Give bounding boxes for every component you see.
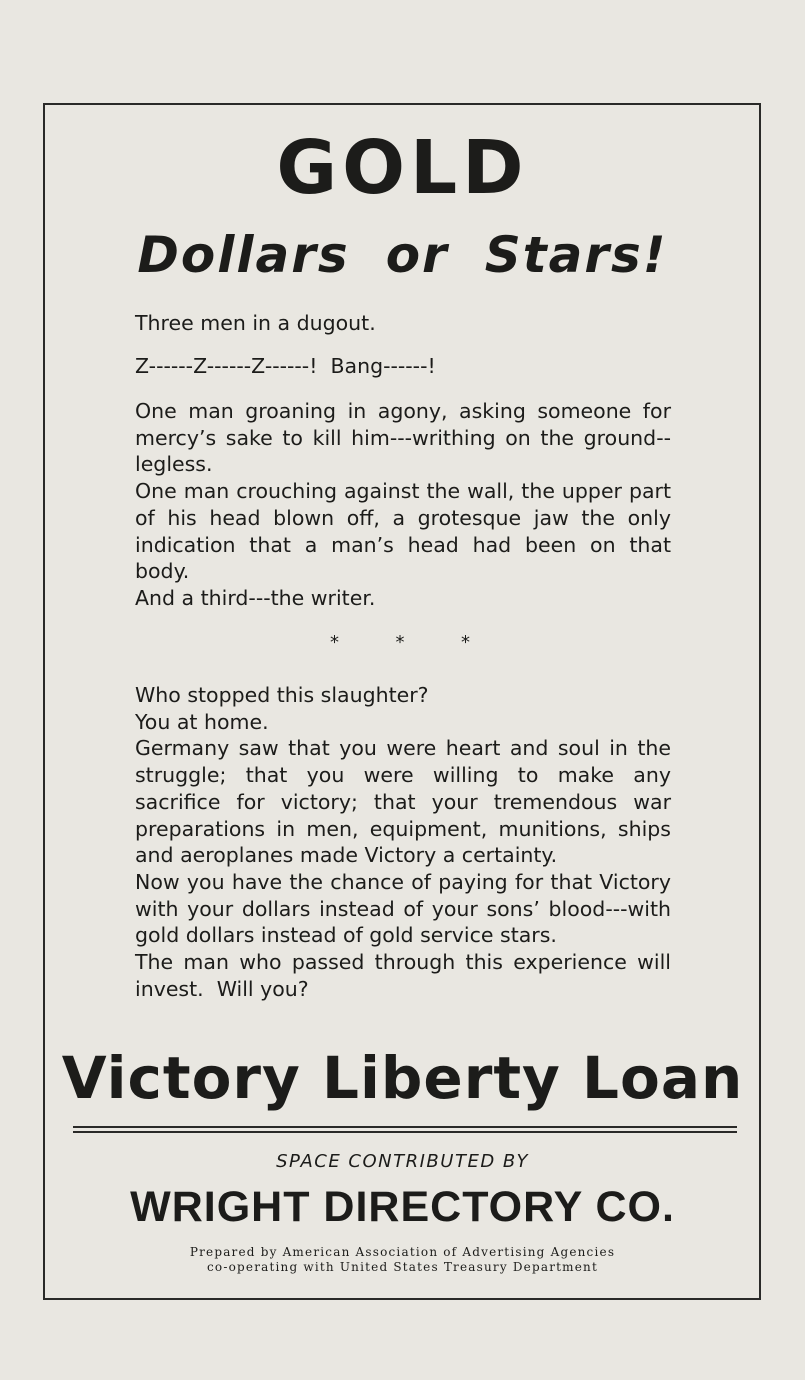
story-paragraph: One man groaning in agony, asking someone for mercy’s sake to kill him---writhing on the ground--legless. bbox=[135, 399, 671, 477]
story-paragraph: And a third---the writer. bbox=[135, 585, 376, 610]
story-sound-text: Z------Z------Z------! Bang------! bbox=[135, 354, 436, 378]
appeal-paragraph: Germany saw that you were heart and soul in the struggle; that you were willing to make any sacrifice for victory; that your tremendous war preparations in men, equipment, munitions, ships and aeroplanes made Victory a certainty. bbox=[135, 736, 671, 868]
story-intro bbox=[135, 310, 671, 337]
appeal-paragraph: The man who passed through this experience will invest. Will you? bbox=[135, 950, 678, 1001]
section-separator bbox=[330, 632, 470, 653]
subheadline-word-dollars: Dollars bbox=[137, 226, 350, 284]
divider-rule bbox=[73, 1131, 737, 1133]
story-paragraph: One man crouching against the wall, the upper part of his head blown off, a grotesque jaw the only indication that a man’s head had been on that body. bbox=[135, 479, 671, 584]
divider-rule bbox=[73, 1126, 737, 1128]
appeal-paragraph: Now you have the chance of paying for that Victory with your dollars instead of your sons’ blood---with gold dollars instead of gold service stars. bbox=[135, 869, 671, 948]
subheadline-word-stars: Stars! bbox=[484, 226, 668, 284]
headline: GOLD bbox=[276, 125, 529, 211]
appeal-body bbox=[135, 682, 678, 1002]
story-body bbox=[135, 398, 671, 612]
separator-asterisk: * bbox=[461, 632, 470, 653]
separator-asterisk: * bbox=[330, 632, 339, 653]
credits bbox=[0, 1245, 805, 1275]
subheadline-word-or: or bbox=[385, 226, 449, 284]
credits-line: co-operating with United States Treasury Department bbox=[206, 1260, 598, 1274]
contributor-label: SPACE CONTRIBUTED BY bbox=[276, 1151, 529, 1172]
appeal-answer: You at home. bbox=[135, 709, 269, 734]
contributor-name: WRIGHT DIRECTORY CO. bbox=[130, 1183, 675, 1231]
credits-line: Prepared by American Association of Advertising Agencies bbox=[189, 1245, 616, 1259]
separator-asterisk: * bbox=[395, 632, 405, 653]
story-intro-text: Three men in a dugout. bbox=[135, 311, 376, 335]
loan-title: Victory Liberty Loan bbox=[61, 1044, 744, 1112]
subheadline bbox=[0, 222, 805, 288]
appeal-question: Who stopped this slaughter? bbox=[135, 683, 429, 707]
story-sound bbox=[135, 353, 671, 380]
